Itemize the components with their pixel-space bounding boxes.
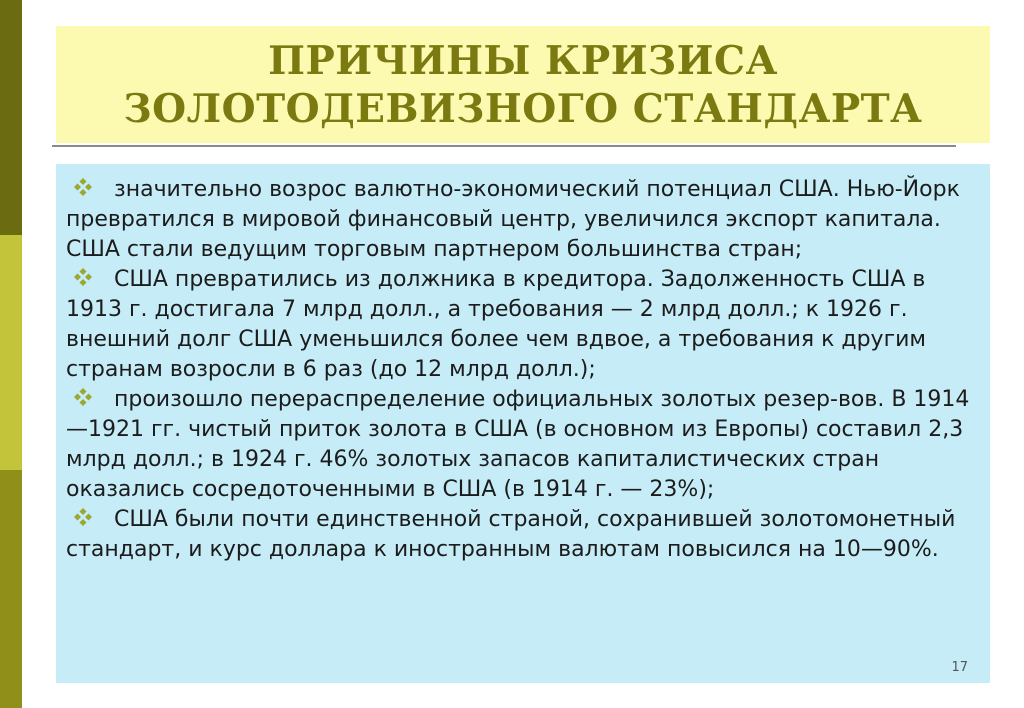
diamond-bullet-icon — [74, 268, 92, 286]
bullet-item — [66, 175, 980, 265]
slide-title-line-2: ЗОЛОТОДЕВИЗНОГО СТАНДАРТА — [123, 85, 923, 132]
diamond-bullet-icon — [74, 178, 92, 196]
title-divider — [52, 145, 956, 147]
diamond-bullet-icon — [74, 508, 92, 526]
title-box — [56, 26, 990, 143]
left-accent-bar-top — [0, 0, 22, 235]
page-number: 17 — [951, 660, 968, 675]
bullet-item — [66, 265, 980, 385]
bullet-text: значительно возрос валютно-экономический потенциал США. Нью-Йорк превратился в мировой финансовый центр, увеличился экспорт капитала. США стали ведущим торговым партнером большинства стран; — [66, 177, 960, 262]
content-box — [56, 164, 990, 683]
bullet-text: США были почти единственной страной, сохранившей золотомонетный стандарт, и курс доллара к иностранным валютам повысился на 10—90%. — [66, 507, 956, 562]
left-accent-bar-bottom — [0, 470, 22, 708]
left-accent-bar-middle — [0, 235, 22, 470]
diamond-bullet-icon — [74, 388, 92, 406]
slide-title-line-1: ПРИЧИНЫ КРИЗИСА — [268, 37, 778, 84]
bullet-item — [66, 385, 980, 505]
bullet-text: США превратились из должника в кредитора. Задолженность США в 1913 г. достигала 7 млрд долл., а требования — 2 млрд долл.; к 1926 г. внешний долг США уменьшился более чем вдвое, а требования к другим странам возросли в 6 раз (до 12 млрд долл.); — [66, 267, 927, 382]
bullet-text: произошло перераспределение официальных золотых резер-вов. В 1914—1921 гг. чистый приток золота в США (в основном из Европы) составил 2,3 млрд долл.; в 1924 г. 46% золотых запасов капиталистических стран оказались сосредоточенными в США (в 1914 г. — 23%); — [66, 387, 970, 502]
bullet-item — [66, 505, 980, 565]
